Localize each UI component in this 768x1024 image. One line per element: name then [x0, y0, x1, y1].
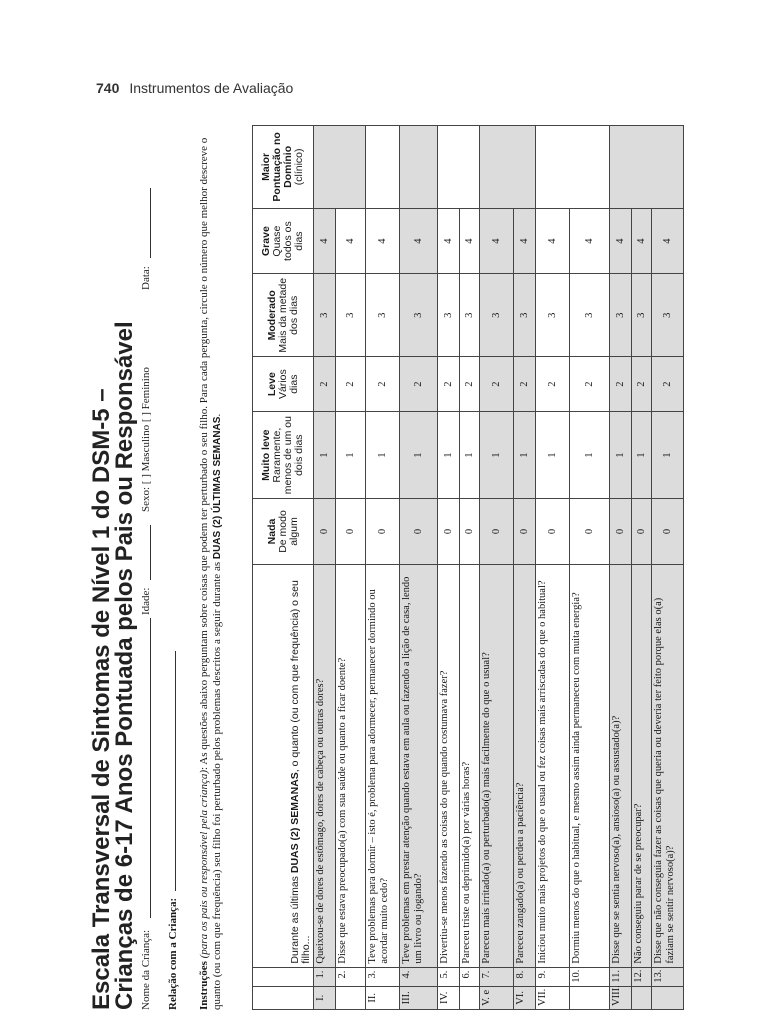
- question-text: Divertiu-se menos fazendo as coisas do que quando costumava fazer?: [438, 564, 460, 967]
- score-option[interactable]: 1: [514, 412, 536, 499]
- domain-max-score-cell[interactable]: [366, 126, 400, 209]
- score-option[interactable]: 3: [336, 274, 366, 357]
- score-option[interactable]: 0: [366, 499, 400, 565]
- score-option[interactable]: 2: [632, 357, 652, 412]
- score-option[interactable]: 4: [438, 208, 460, 274]
- score-option[interactable]: 2: [336, 357, 366, 412]
- question-number: 11.: [610, 967, 632, 986]
- domain-cell: III.: [400, 986, 438, 1009]
- score-option[interactable]: 4: [652, 208, 684, 274]
- table-row: [652, 126, 684, 1010]
- question-text: Pareceu triste ou deprimido(a) por várias horas?: [460, 564, 480, 967]
- table-row: [314, 126, 336, 1010]
- score-option[interactable]: 0: [336, 499, 366, 565]
- col-slight-header: Muito leve Raramente, menos de um ou dois dias: [253, 412, 314, 499]
- score-option[interactable]: 2: [570, 357, 610, 412]
- question-number: 7.: [480, 967, 514, 986]
- score-option[interactable]: 3: [366, 274, 400, 357]
- table-row: [514, 126, 536, 1010]
- col-mild-header: Leve Vários dias: [253, 357, 314, 412]
- instructions: [198, 130, 224, 1010]
- table-header-row: [253, 126, 314, 1010]
- score-option[interactable]: 0: [570, 499, 610, 565]
- instructions-audience: (para os pais ou responsável pela criança): [198, 769, 210, 959]
- domain-header: [253, 986, 314, 1009]
- number-header: [253, 967, 314, 986]
- question-text: Dormiu menos do que o habitual, e mesmo assim ainda permaneceu com muita energia?: [570, 564, 610, 967]
- domain-cell: I.: [314, 986, 336, 1009]
- rotated-form: [90, 50, 730, 1010]
- col-moderate-header: Moderado Mais da metade dos dias: [253, 274, 314, 357]
- score-option[interactable]: 3: [480, 274, 514, 357]
- score-option[interactable]: 2: [610, 357, 632, 412]
- score-option[interactable]: 3: [314, 274, 336, 357]
- question-number: 10.: [570, 967, 610, 986]
- question-number: 5.: [438, 967, 460, 986]
- score-option[interactable]: 4: [632, 208, 652, 274]
- relation-row: [165, 651, 179, 1010]
- title-line-1: Escala Transversal de Sintomas de Nível 1 do DSM-5 –: [88, 388, 115, 1010]
- score-option[interactable]: 3: [536, 274, 570, 357]
- book-section: Instrumentos de Avaliação: [129, 80, 294, 96]
- score-option[interactable]: 4: [514, 208, 536, 274]
- score-option[interactable]: 4: [480, 208, 514, 274]
- score-option[interactable]: 1: [400, 412, 438, 499]
- table-row: [460, 126, 480, 1010]
- score-option[interactable]: 4: [336, 208, 366, 274]
- score-option[interactable]: 2: [400, 357, 438, 412]
- question-text: Queixou-se de dores de estômago, dores de cabeça ou outras dores?: [314, 564, 336, 967]
- score-option[interactable]: 1: [610, 412, 632, 499]
- domain-max-score-cell[interactable]: [400, 126, 438, 209]
- question-number: 1.: [314, 967, 336, 986]
- question-number: 13.: [652, 967, 684, 986]
- table-body: [314, 126, 684, 1010]
- score-option[interactable]: 0: [314, 499, 336, 565]
- domain-max-score-cell[interactable]: [610, 126, 684, 209]
- table-row: [336, 126, 366, 1010]
- score-option[interactable]: 1: [652, 412, 684, 499]
- score-option[interactable]: 4: [366, 208, 400, 274]
- domain-cell: IV.: [438, 986, 460, 1009]
- question-text: Disse que estava preocupado(a) com sua saúde ou quanto a ficar doente?: [336, 564, 366, 967]
- domain-cell: II.: [366, 986, 400, 1009]
- score-option[interactable]: 2: [460, 357, 480, 412]
- question-header: Durante as últimas DUAS (2) SEMANAS, o quanto (ou com que frequência) o seu filho...: [253, 564, 314, 967]
- score-option[interactable]: 0: [438, 499, 460, 565]
- score-option[interactable]: 3: [632, 274, 652, 357]
- domain-cell: [652, 986, 684, 1009]
- question-number: 4.: [400, 967, 438, 986]
- score-option[interactable]: 1: [336, 412, 366, 499]
- question-text: Teve problemas em prestar atenção quando estava em aula ou fazendo a lição de casa, lendo um livro ou jogando?: [400, 564, 438, 967]
- relation-field[interactable]: [165, 651, 176, 891]
- date-label: Data:: [140, 266, 152, 290]
- score-option[interactable]: 0: [536, 499, 570, 565]
- table-row: [536, 126, 570, 1010]
- question-number: 2.: [336, 967, 366, 986]
- score-option[interactable]: 1: [314, 412, 336, 499]
- page-number: 740: [96, 80, 120, 96]
- question-number: 9.: [536, 967, 570, 986]
- table-row: [438, 126, 460, 1010]
- domain-cell: VI.: [514, 986, 536, 1009]
- instructions-text-2: .: [211, 413, 223, 417]
- score-option[interactable]: 0: [652, 499, 684, 565]
- score-option[interactable]: 3: [652, 274, 684, 357]
- question-text: Disse que se sentia nervoso(a), ansioso(a) ou assustado(a)?: [610, 564, 632, 967]
- col-severe-header: Grave Quase todos os dias: [253, 208, 314, 274]
- table-row: [610, 126, 632, 1010]
- col-none-header: Nada De modo algum: [253, 499, 314, 565]
- name-field[interactable]: [138, 618, 151, 918]
- score-option[interactable]: 1: [438, 412, 460, 499]
- question-text: Pareceu mais irritado(a) ou perturbado(a) mais facilmente do que o usual?: [480, 564, 514, 967]
- domain-max-score-cell[interactable]: [314, 126, 366, 209]
- score-option[interactable]: 3: [438, 274, 460, 357]
- form-title: [90, 110, 136, 1010]
- score-option[interactable]: 3: [514, 274, 536, 357]
- score-option[interactable]: 4: [460, 208, 480, 274]
- instructions-emphasis: DUAS (2) ÚLTIMAS SEMANAS: [212, 416, 223, 560]
- score-option[interactable]: 2: [438, 357, 460, 412]
- score-option[interactable]: 1: [632, 412, 652, 499]
- score-option[interactable]: 3: [570, 274, 610, 357]
- question-text: Pareceu zangado(a) ou perdeu a paciência?: [514, 564, 536, 967]
- relation-label: Relação com a Criança:: [167, 897, 179, 1010]
- instructions-lead: Instruções: [198, 961, 210, 1010]
- table-row: [632, 126, 652, 1010]
- score-option[interactable]: 3: [460, 274, 480, 357]
- instructions-text-1: : As questões abaixo perguntam sobre coisas que podem ter perturbado o seu filho. Para cada pergunta, circule o número que melhor descreve o quanto (ou com que frequência) seu filho foi perturbado pelos problemas descritos a seguir durante as: [198, 137, 223, 1010]
- domain-cell: [632, 986, 652, 1009]
- score-option[interactable]: 4: [314, 208, 336, 274]
- col-max-header: Maior Pontuação no Domínio (clínico): [253, 126, 314, 209]
- question-number: 8.: [514, 967, 536, 986]
- score-option[interactable]: 1: [480, 412, 514, 499]
- question-text: Disse que não conseguia fazer as coisas que queria ou deveria ter feito porque elas o(a) faziam se sentir nervoso(a)?: [652, 564, 684, 967]
- table-row: [400, 126, 438, 1010]
- score-option[interactable]: 2: [514, 357, 536, 412]
- score-option[interactable]: 1: [536, 412, 570, 499]
- symptom-table: [252, 125, 684, 1010]
- score-option[interactable]: 0: [610, 499, 632, 565]
- domain-max-score-cell[interactable]: [438, 126, 480, 209]
- domain-cell: VII.: [536, 986, 570, 1009]
- question-number: 6.: [460, 967, 480, 986]
- question-number: 12.: [632, 967, 652, 986]
- score-option[interactable]: 1: [570, 412, 610, 499]
- score-option[interactable]: 1: [460, 412, 480, 499]
- score-option[interactable]: 0: [632, 499, 652, 565]
- score-option[interactable]: 0: [480, 499, 514, 565]
- question-text: Não conseguiu parar de se preocupar?: [632, 564, 652, 967]
- sex-label: Sexo: [ ] Masculino [ ] Feminino: [140, 367, 152, 512]
- score-option[interactable]: 0: [400, 499, 438, 565]
- score-option[interactable]: 2: [366, 357, 400, 412]
- age-field[interactable]: [138, 525, 151, 580]
- title-line-2: Crianças de 6-17 Anos Pontuada pelos Pais ou Responsável: [111, 321, 138, 1010]
- score-option[interactable]: 3: [610, 274, 632, 357]
- score-option[interactable]: 4: [400, 208, 438, 274]
- question-number: 3.: [366, 967, 400, 986]
- domain-cell: VIII.: [610, 986, 632, 1009]
- score-option[interactable]: 0: [460, 499, 480, 565]
- domain-max-score-cell[interactable]: [536, 126, 610, 209]
- score-option[interactable]: 4: [610, 208, 632, 274]
- domain-cell: [570, 986, 610, 1009]
- date-field[interactable]: [138, 188, 151, 258]
- score-option[interactable]: 3: [400, 274, 438, 357]
- score-option[interactable]: 4: [570, 208, 610, 274]
- table-row: [570, 126, 610, 1010]
- domain-max-score-cell[interactable]: [480, 126, 536, 209]
- domain-cell: [336, 986, 366, 1009]
- age-label: Idade:: [140, 587, 152, 615]
- score-option[interactable]: 2: [314, 357, 336, 412]
- domain-cell: [460, 986, 480, 1009]
- question-text: Iniciou muito mais projetos do que o usual ou fez coisas mais arriscadas do que o habitual?: [536, 564, 570, 967]
- score-option[interactable]: 2: [480, 357, 514, 412]
- question-text: Teve problemas para dormir – isto é, problema para adormecer, permanecer dormindo ou acordar muito cedo?: [366, 564, 400, 967]
- score-option[interactable]: 2: [652, 357, 684, 412]
- score-option[interactable]: 2: [536, 357, 570, 412]
- score-option[interactable]: 1: [366, 412, 400, 499]
- score-option[interactable]: 0: [514, 499, 536, 565]
- domain-cell: V. e: [480, 986, 514, 1009]
- table-row: [480, 126, 514, 1010]
- name-label: Nome da Criança:: [140, 929, 152, 1010]
- score-option[interactable]: 4: [536, 208, 570, 274]
- table-row: [366, 126, 400, 1010]
